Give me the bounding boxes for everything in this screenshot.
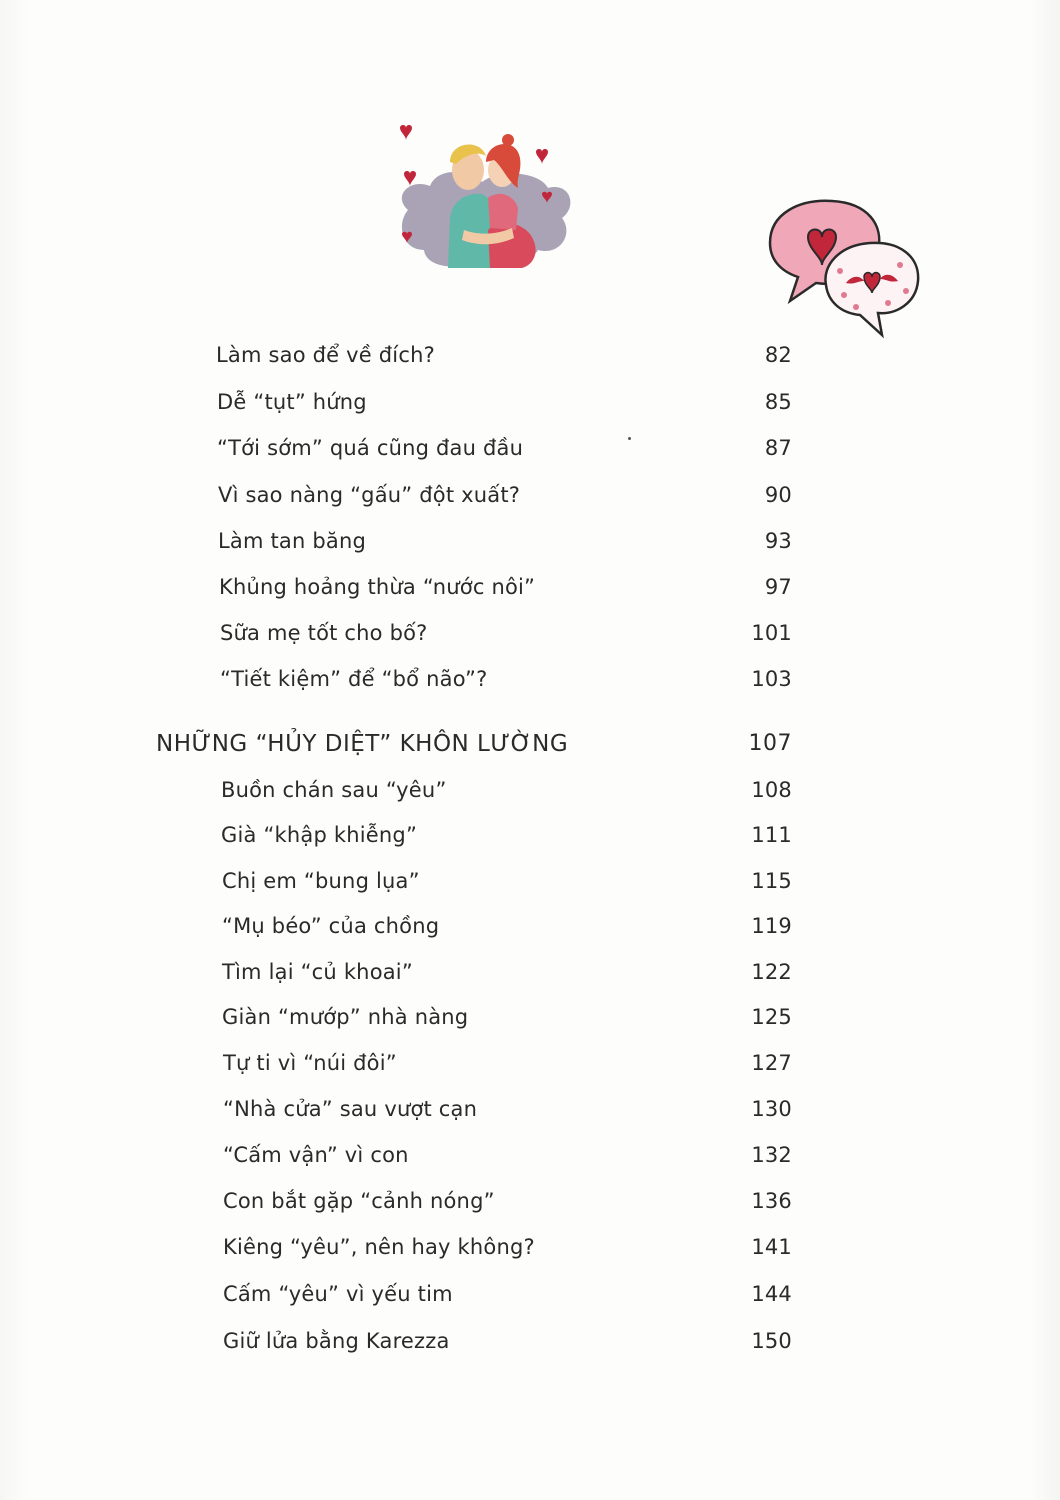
toc-entry-title: Cấm “yêu” vì yếu tim [223, 1282, 453, 1306]
toc-entry-page: 97 [764, 575, 792, 599]
toc-entry [0, 1089, 1060, 1129]
toc-entry-page: 136 [751, 1189, 792, 1213]
toc-entry-page: 87 [764, 436, 792, 460]
toc-entry [0, 1274, 1060, 1314]
toc-section-page: 107 [748, 731, 792, 756]
toc-entry [0, 952, 1060, 992]
toc-entry-title: Sữa mẹ tốt cho bố? [220, 621, 428, 645]
toc-entry-title: “Cấm vận” vì con [223, 1143, 409, 1167]
toc-entry-page: 132 [751, 1143, 792, 1167]
toc-entry-page: 125 [751, 1005, 792, 1029]
toc-entry [0, 815, 1060, 855]
toc-entry-title: Làm tan băng [218, 529, 367, 553]
toc-entry-page: 119 [751, 914, 792, 938]
toc-entry-title: Tự ti vì “núi đôi” [223, 1051, 397, 1075]
toc-entry [0, 475, 1060, 515]
toc-entry [0, 567, 1060, 607]
toc-entry [0, 1043, 1060, 1083]
toc-entry-title: Kiêng “yêu”, nên hay không? [223, 1235, 535, 1259]
toc-entry-page: 130 [751, 1097, 792, 1121]
toc-entry-title: Vì sao nàng “gấu” đột xuất? [218, 483, 521, 507]
heart-bubbles-illustration [760, 195, 930, 340]
toc-entry-title: Chị em “bung lụa” [222, 869, 420, 893]
toc-entry [0, 613, 1060, 653]
toc-entry-page: 93 [764, 529, 792, 553]
toc-entry-title: Dễ “tụt” hứng [217, 390, 367, 414]
toc-entry [0, 1227, 1060, 1267]
couple-illustration [390, 118, 580, 278]
toc-entry-title: Tìm lại “củ khoai” [222, 960, 413, 984]
toc-entry-page: 103 [751, 667, 792, 691]
toc-entry-title: Con bắt gặp “cảnh nóng” [223, 1189, 495, 1213]
toc-entry [0, 382, 1060, 422]
toc-entry-title: Buồn chán sau “yêu” [221, 778, 447, 802]
toc-entry-page: 122 [751, 960, 792, 984]
toc-section-title: NHỮNG “HỦY DIỆT” KHÔN LƯỜNG [156, 731, 569, 757]
toc-entry [0, 428, 1060, 468]
toc-entry [0, 861, 1060, 901]
toc-entry-page: 108 [751, 778, 792, 802]
toc-entry-page: 90 [764, 483, 792, 507]
toc-entry-page: 115 [751, 869, 792, 893]
toc-entry-title: Giàn “mướp” nhà nàng [222, 1005, 469, 1029]
toc-entry-page: 111 [751, 823, 792, 847]
toc-entry-title: “Nhà cửa” sau vượt cạn [223, 1097, 478, 1121]
toc-entry-page: 85 [764, 390, 792, 414]
toc-entry [0, 521, 1060, 561]
toc-entry [0, 906, 1060, 946]
toc-entry-title: Khủng hoảng thừa “nước nôi” [219, 575, 536, 599]
toc-entry-page: 101 [751, 621, 792, 645]
toc-entry [0, 1321, 1060, 1361]
toc-entry [0, 659, 1060, 699]
toc-entry [0, 1181, 1060, 1221]
toc-entry-title: “Mụ béo” của chồng [222, 914, 440, 938]
toc-entry-page: 141 [751, 1235, 792, 1259]
toc-entry [0, 770, 1060, 810]
toc-entry-title: “Tới sớm” quá cũng đau đầu [217, 436, 524, 460]
toc-entry-title: Già “khập khiễng” [221, 823, 418, 847]
toc-entry-page: 150 [751, 1329, 792, 1353]
toc-entry-title: Giữ lửa bằng Karezza [223, 1329, 450, 1353]
toc-entry-page: 144 [751, 1282, 792, 1306]
toc-entry-title: “Tiết kiệm” để “bổ não”? [220, 667, 488, 691]
toc-entry [0, 997, 1060, 1037]
toc-section-heading [0, 724, 1060, 764]
toc-entry-page: 127 [751, 1051, 792, 1075]
toc-entry-page: 82 [764, 343, 792, 367]
toc-entry [0, 1135, 1060, 1175]
toc-entry [0, 335, 1060, 375]
toc-entry-title: Làm sao để về đích? [216, 343, 435, 367]
